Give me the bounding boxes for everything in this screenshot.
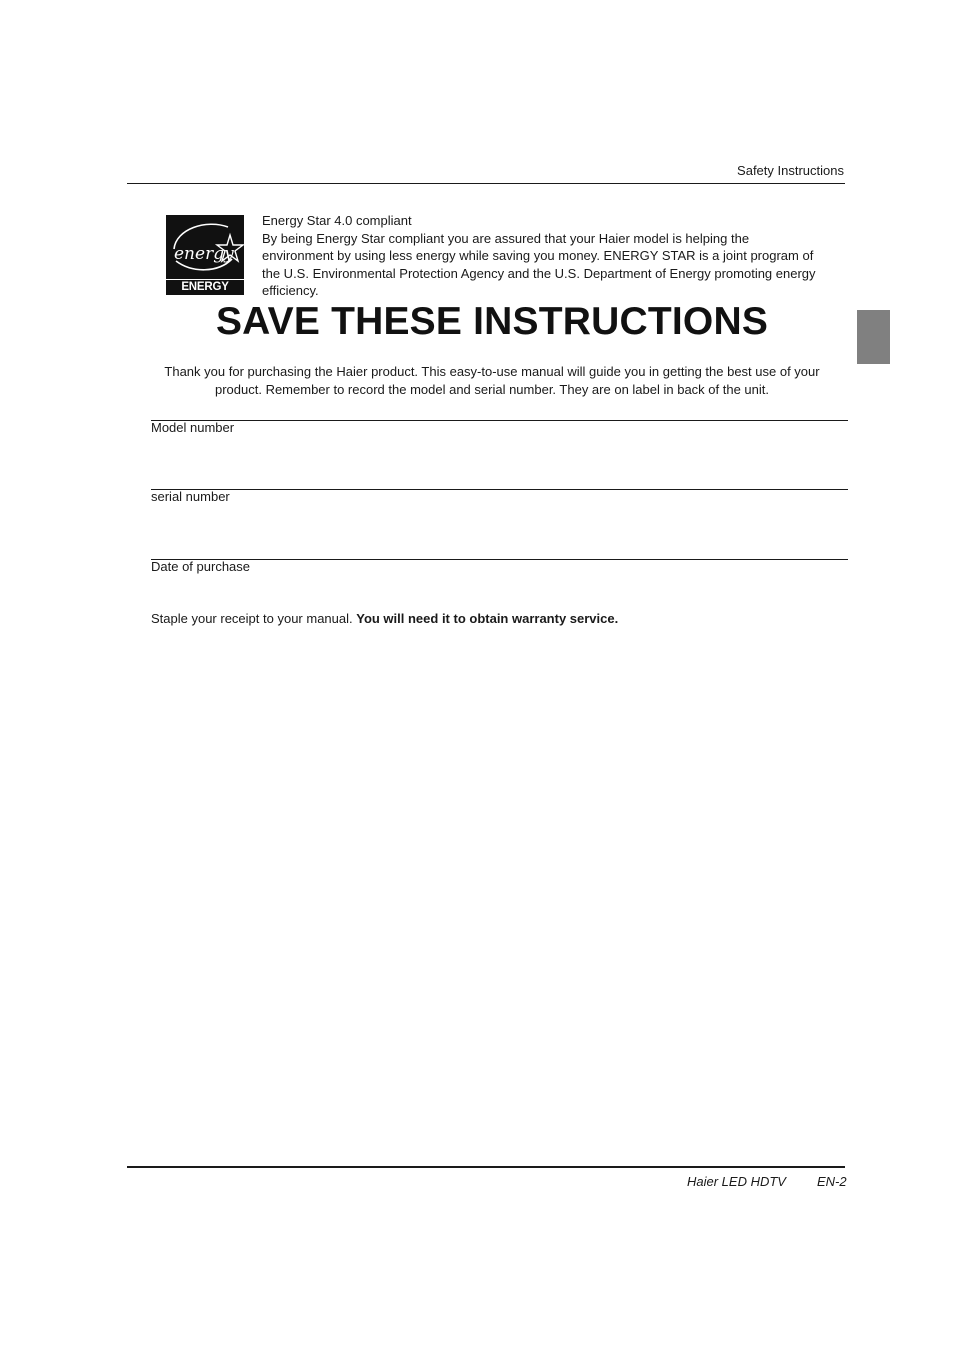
model-number-line [151, 420, 848, 421]
section-title: Safety Instructions [737, 163, 844, 178]
header-rule [127, 183, 845, 184]
serial-number-line [151, 489, 848, 490]
footer-rule [127, 1166, 845, 1168]
model-number-label: Model number [151, 420, 235, 435]
footer-page-number: EN-2 [817, 1174, 847, 1189]
energy-star-logo [166, 215, 244, 307]
chapter-tab [857, 310, 890, 364]
serial-number-label: serial number [151, 489, 230, 504]
receipt-note [151, 611, 618, 626]
purchase-date-line [151, 559, 848, 560]
energy-star-title: Energy Star 4.0 compliant [262, 213, 412, 228]
energy-star-body: By being Energy Star compliant you are assured that your Haier model is helping the environment by using less energy while saving you money. ENERGY STAR is a joint program of the U.S. Environmental Protection Agency and the U.S. Department of Energy promoting energy efficiency. [262, 230, 816, 298]
receipt-text: Staple your receipt to your manual. [151, 611, 357, 626]
footer-product-name: Haier LED HDTV [687, 1174, 786, 1189]
page-headline: SAVE THESE INSTRUCTIONS [215, 300, 769, 343]
energy-star-icon [166, 215, 244, 281]
energy-star-logo-label: ENERGY STAR [166, 279, 244, 294]
intro-paragraph: Thank you for purchasing the Haier product. This easy-to-use manual will guide you in getting the best use of your product. Remember to record the model and serial number. They are on label in back of the unit. [164, 364, 820, 397]
energy-star-description [262, 212, 822, 300]
receipt-emphasis: You will need it to obtain warranty service. [356, 611, 619, 626]
purchase-date-label: Date of purchase [151, 559, 251, 574]
energy-script: energy [174, 244, 234, 264]
